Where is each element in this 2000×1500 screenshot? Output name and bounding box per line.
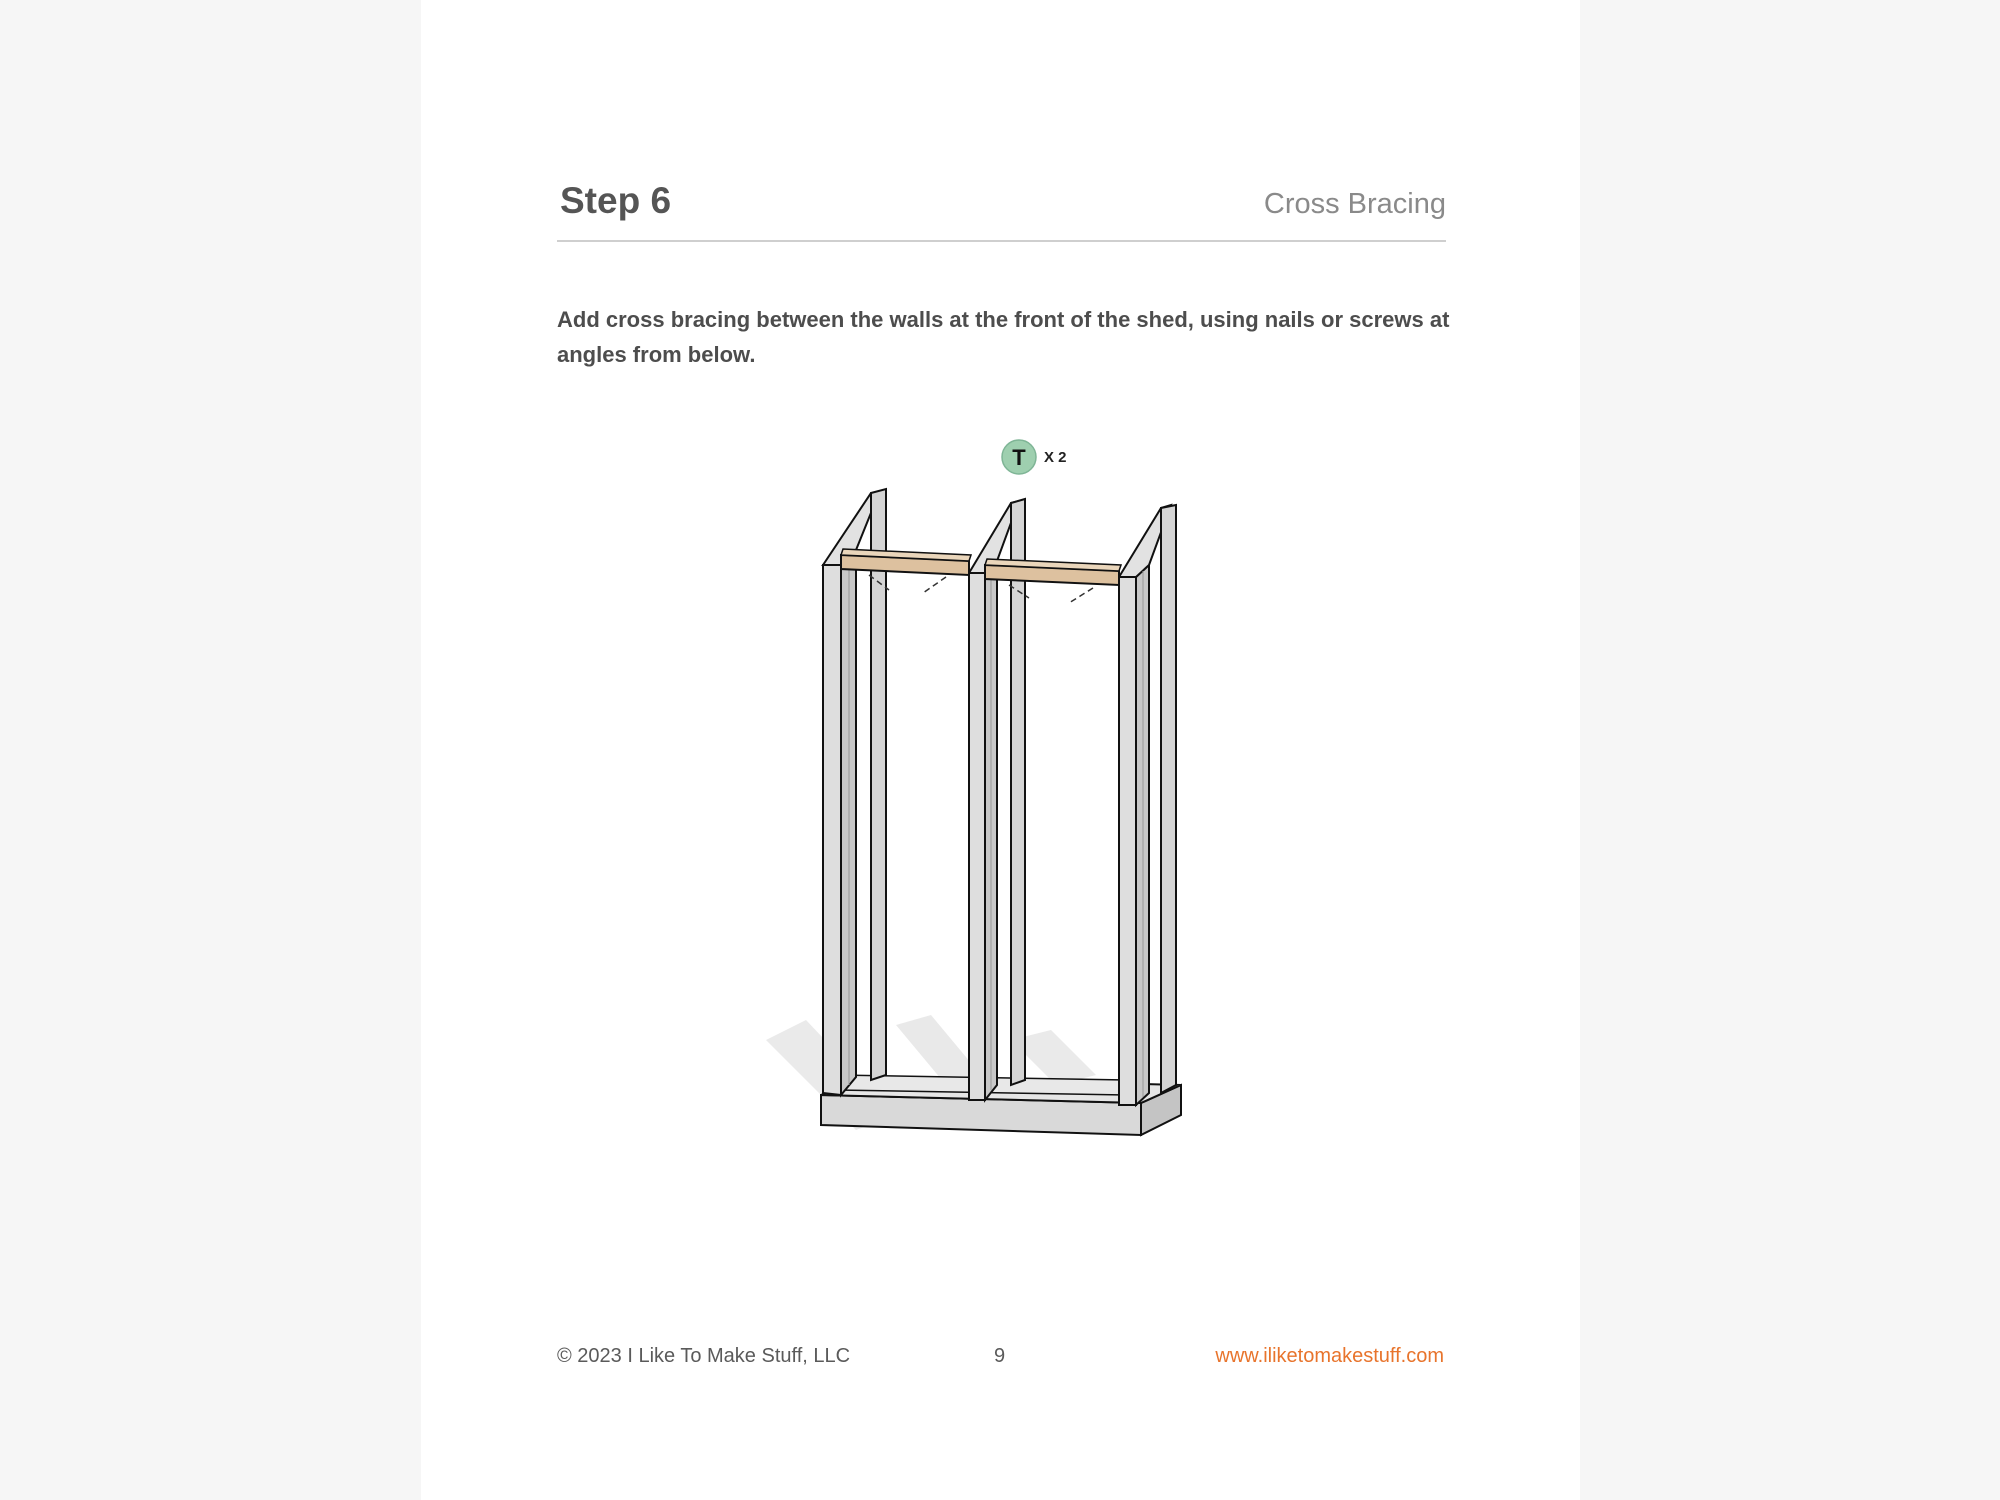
part-quantity: X 2 — [1044, 449, 1067, 466]
footer-page-number: 9 — [994, 1345, 1006, 1367]
footer-website-link[interactable]: www.iliketomakestuff.com — [1215, 1345, 1444, 1367]
step-title: Step 6 — [560, 180, 672, 221]
footer-copyright: © 2023 I Like To Make Stuff, LLC — [557, 1345, 851, 1367]
document-page — [421, 0, 1580, 1500]
step-subtitle: Cross Bracing — [1263, 188, 1446, 220]
instructions-text: Add cross bracing between the walls at the front of the shed, using nails or screws at angles from below. — [557, 307, 1450, 367]
part-label: T — [1012, 445, 1026, 470]
header-divider — [557, 240, 1446, 242]
shed-frame-illustration — [751, 425, 1251, 1165]
assembly-diagram — [751, 425, 1251, 1165]
